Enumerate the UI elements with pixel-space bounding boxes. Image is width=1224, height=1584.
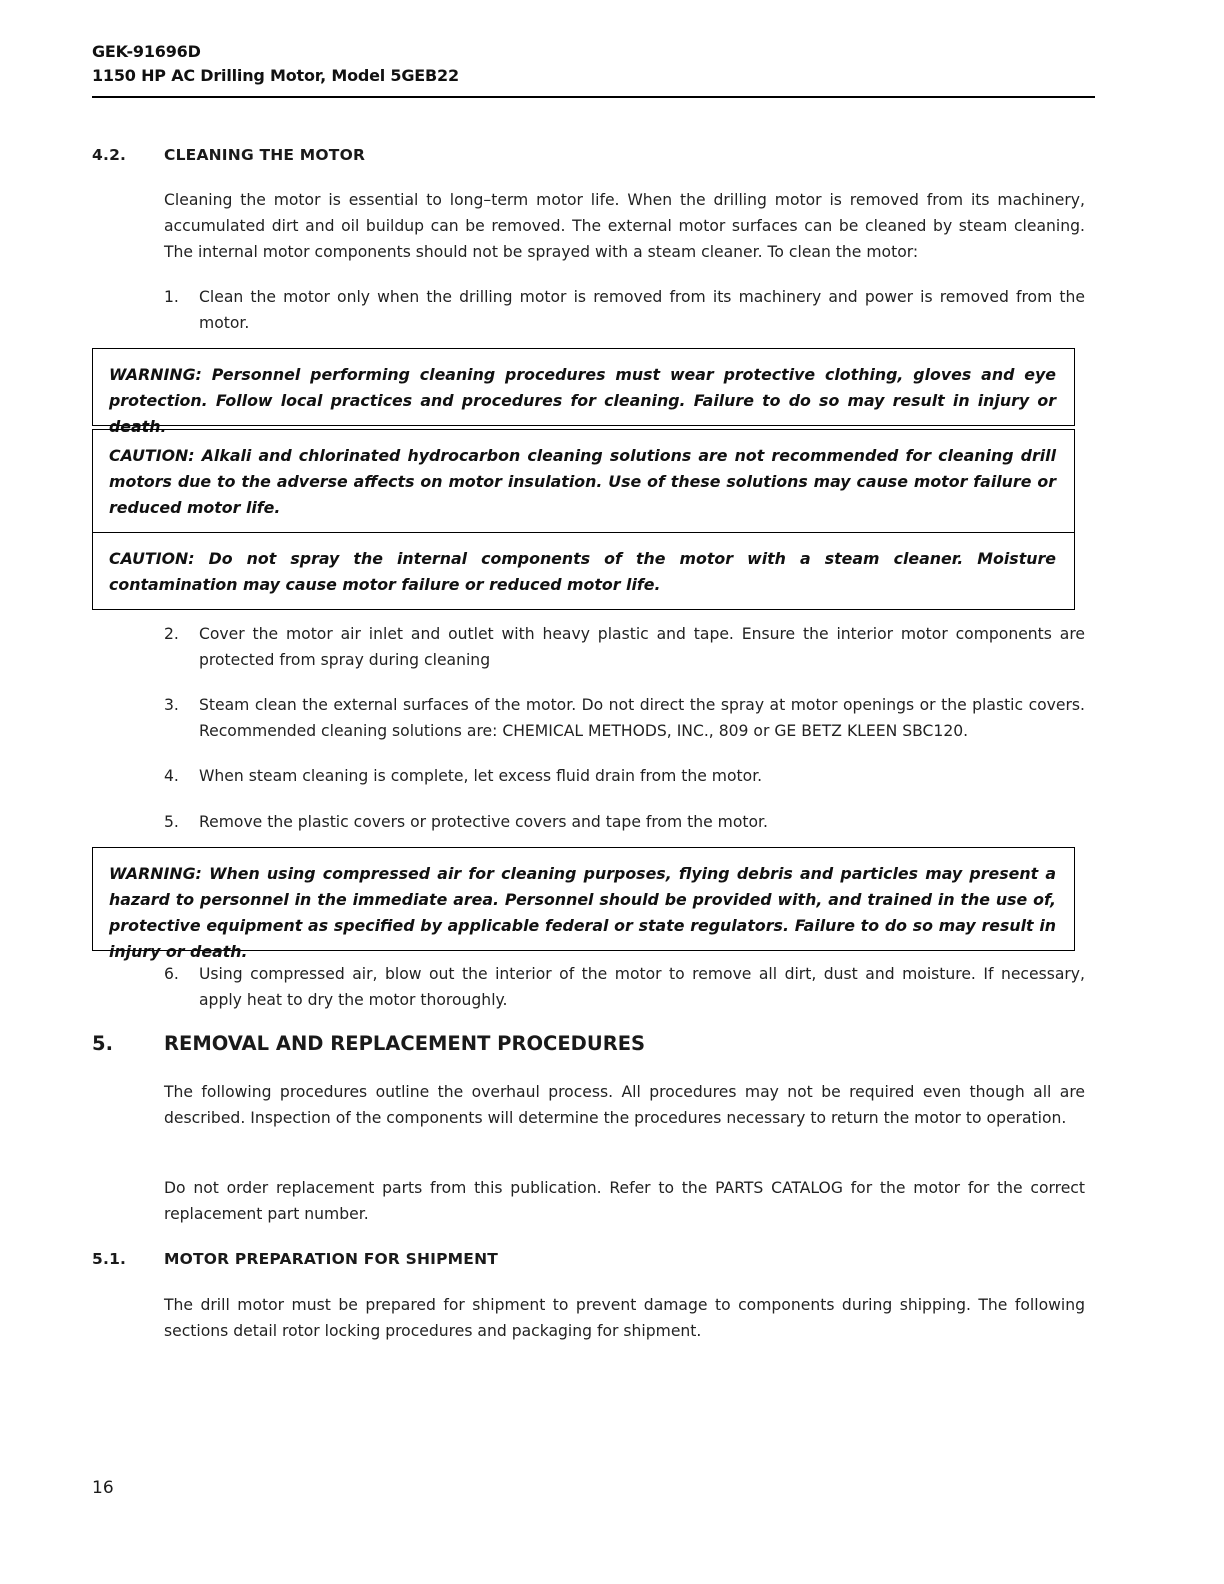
list-item — [164, 692, 1085, 744]
step-text: Remove the plastic covers or protective covers and tape from the motor. — [199, 813, 768, 831]
document-title: 1150 HP AC Drilling Motor, Model 5GEB22 — [92, 66, 459, 85]
caution-box: CAUTION: Alkali and chlorinated hydrocarbon cleaning solutions are not recommended for cleaning drill motors due to the adverse affects on motor insulation. Use of these solutions may cause motor failure or reduced motor life. — [92, 429, 1075, 533]
section-5-heading — [92, 1032, 645, 1055]
section-number: 4.2. — [92, 146, 127, 164]
section-4-2-heading — [92, 146, 365, 164]
step-number: 2. — [164, 625, 179, 643]
paragraph: The following procedures outline the overhaul process. All procedures may not be required even though all are described. Inspection of the components will determine the procedures necessary to return the motor to operation. — [164, 1083, 1085, 1127]
list-item — [164, 809, 1085, 835]
list-item — [164, 621, 1085, 673]
step-number: 4. — [164, 767, 179, 785]
step-number: 5. — [164, 813, 179, 831]
step-text: Using compressed air, blow out the interior of the motor to remove all dirt, dust and moisture. If necessary, apply heat to dry the motor thoroughly. — [199, 965, 1085, 1009]
section-title: REMOVAL AND REPLACEMENT PROCEDURES — [164, 1032, 646, 1055]
header-rule — [92, 96, 1095, 98]
step-text: Cover the motor air inlet and outlet with heavy plastic and tape. Ensure the interior motor components are protected from spray during cleaning — [199, 625, 1085, 669]
section-number: 5.1. — [92, 1250, 127, 1268]
section-5-1-heading — [92, 1250, 498, 1268]
paragraph: The drill motor must be prepared for shipment to prevent damage to components during shipping. The following sections detail rotor locking procedures and packaging for shipment. — [164, 1296, 1085, 1340]
paragraph: Do not order replacement parts from this publication. Refer to the PARTS CATALOG for the motor for the correct replacement part number. — [164, 1179, 1085, 1223]
section-4-2-intro: Cleaning the motor is essential to long–term motor life. When the drilling motor is removed from its machinery, accumulated dirt and oil buildup can be removed. The external motor surfaces can be cleaned by steam cleaning. The internal motor components should not be sprayed with a steam cleaner. To clean the motor: — [164, 191, 1085, 261]
section-title: CLEANING THE MOTOR — [164, 146, 366, 164]
document-id: GEK-91696D — [92, 42, 201, 61]
caution-box: CAUTION: Do not spray the internal components of the motor with a steam cleaner. Moisture contamination may cause motor failure or reduced motor life. — [92, 532, 1075, 610]
warning-box: WARNING: When using compressed air for cleaning purposes, flying debris and particles may present a hazard to personnel in the immediate area. Personnel should be provided with, and trained in the use of, protective equipment as specified by applicable federal or state regulators. Failure to do so may result in injury or death. — [92, 847, 1075, 951]
page-number: 16 — [92, 1478, 114, 1498]
step-text: When steam cleaning is complete, let excess fluid drain from the motor. — [199, 767, 763, 785]
step-number: 1. — [164, 288, 179, 306]
section-title: MOTOR PREPARATION FOR SHIPMENT — [164, 1250, 499, 1268]
section-number: 5. — [92, 1032, 113, 1055]
list-item — [164, 284, 1085, 336]
list-item — [164, 961, 1085, 1013]
warning-box: WARNING: Personnel performing cleaning procedures must wear protective clothing, gloves and eye protection. Follow local practices and procedures for cleaning. Failure to do so may result in injury or death. — [92, 348, 1075, 426]
list-item — [164, 763, 1085, 789]
step-number: 6. — [164, 965, 179, 983]
step-text: Steam clean the external surfaces of the motor. Do not direct the spray at motor openings or the plastic covers. Recommended cleaning solutions are: CHEMICAL METHODS, INC., 809 or GE BETZ KLEEN SBC120. — [199, 696, 1085, 740]
step-number: 3. — [164, 696, 179, 714]
step-text: Clean the motor only when the drilling motor is removed from its machinery and power is removed from the motor. — [199, 288, 1085, 332]
